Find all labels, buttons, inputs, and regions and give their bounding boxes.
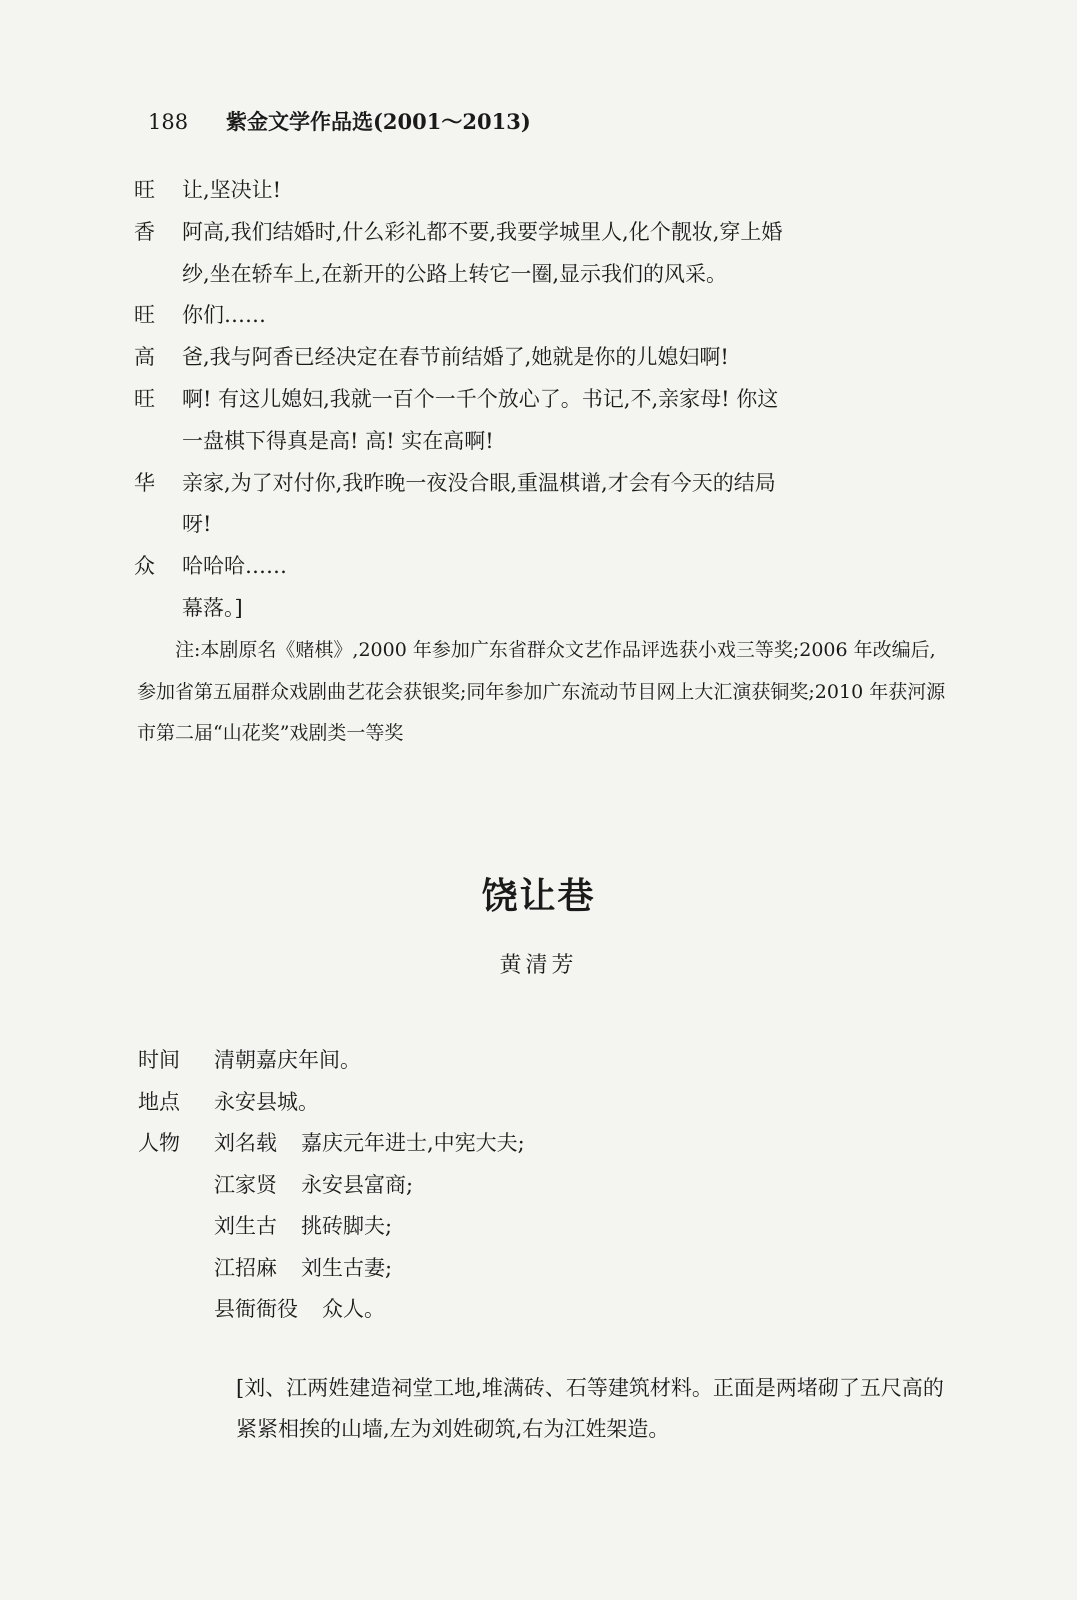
speaker: 高 xyxy=(134,345,155,370)
dialog-line xyxy=(134,463,954,547)
book-title: 紫金文学作品选(2001～2013) xyxy=(226,109,531,134)
dialog-line xyxy=(134,212,954,296)
dialog-line xyxy=(134,379,954,463)
time-label: 时间 xyxy=(138,1048,180,1072)
author-name: 黄清芳 xyxy=(499,953,578,978)
dialog-text: 呀! xyxy=(182,512,212,537)
dialog-text: 爸,我与阿香已经决定在春节前结婚了,她就是你的儿媳妇啊! xyxy=(182,345,729,370)
page-header xyxy=(148,106,531,136)
dialog-line xyxy=(134,170,954,212)
character-name: 江招麻 xyxy=(214,1255,277,1280)
stage-direction: [刘、江两姓建造祠堂工地,堆满砖、石等建筑材料。正面是两堵砌了五尺高的紧紧相挨的山墙,左为刘姓砌筑,右为江姓架造。 xyxy=(236,1376,944,1441)
place-value: 永安县城。 xyxy=(214,1089,319,1114)
dialog-line xyxy=(134,295,954,337)
character-desc: 永安县富商; xyxy=(301,1172,414,1197)
dialog-text: 让,坚决让! xyxy=(182,178,282,202)
footnote: 注:本剧原名《赌棋》,2000 年参加广东省群众文艺作品评选获小戏三等奖;2006 年改编后,参加省第五届群众戏剧曲艺花会获银奖;同年参加广东流动节目网上大汇演获铜奖;2010 年获河源市第二届“山花奖”戏剧类一等奖 xyxy=(137,639,946,744)
time-value: 清朝嘉庆年间。 xyxy=(214,1048,361,1072)
time-row xyxy=(138,1040,938,1082)
character-name: 刘生古 xyxy=(214,1214,277,1238)
dialog-text: 纱,坐在轿车上,在新开的公路上转它一圈,显示我们的风采。 xyxy=(182,261,728,286)
dialog-line xyxy=(134,588,954,630)
character-name: 刘名载 xyxy=(214,1131,277,1155)
speaker: 旺 xyxy=(134,178,155,202)
character-row xyxy=(138,1206,938,1248)
character-row xyxy=(138,1165,938,1207)
speaker: 旺 xyxy=(134,303,155,328)
play-title: 饶让巷 xyxy=(481,875,596,917)
character-name: 县衙衙役 xyxy=(214,1297,298,1321)
dialog-text: 你们…… xyxy=(182,303,266,328)
page-number: 188 xyxy=(148,110,189,134)
dialog-text: 亲家,为了对付你,我昨晚一夜没合眼,重温棋谱,才会有今天的结局 xyxy=(182,470,776,495)
speaker: 香 xyxy=(134,219,155,244)
speaker: 众 xyxy=(134,554,155,579)
character-row xyxy=(138,1248,938,1290)
speaker: 旺 xyxy=(134,386,155,411)
character-row xyxy=(138,1123,938,1165)
character-desc: 挑砖脚夫; xyxy=(301,1214,393,1238)
dialog-text: 啊! 有这儿媳妇,我就一百个一千个放心了。书记,不,亲家母! 你这 xyxy=(182,386,779,411)
character-desc: 嘉庆元年进士,中宪大夫; xyxy=(301,1131,525,1155)
character-name: 江家贤 xyxy=(214,1172,277,1197)
dialog-line xyxy=(134,546,954,588)
dialog-block xyxy=(134,170,954,630)
place-row xyxy=(138,1082,938,1124)
dialog-text: 哈哈哈…… xyxy=(182,554,287,579)
play-info xyxy=(138,1040,938,1331)
character-desc: 众人。 xyxy=(322,1297,385,1321)
place-label: 地点 xyxy=(138,1089,180,1114)
character-row xyxy=(138,1289,938,1331)
characters-label: 人物 xyxy=(138,1131,180,1155)
dialog-text: 一盘棋下得真是高! 高! 实在高啊! xyxy=(182,428,494,453)
curtain-text: 幕落。] xyxy=(182,595,243,620)
speaker: 华 xyxy=(134,470,155,495)
dialog-line xyxy=(134,337,954,379)
dialog-text: 阿高,我们结婚时,什么彩礼都不要,我要学城里人,化个靓妆,穿上婚 xyxy=(182,219,783,244)
character-desc: 刘生古妻; xyxy=(301,1255,393,1280)
